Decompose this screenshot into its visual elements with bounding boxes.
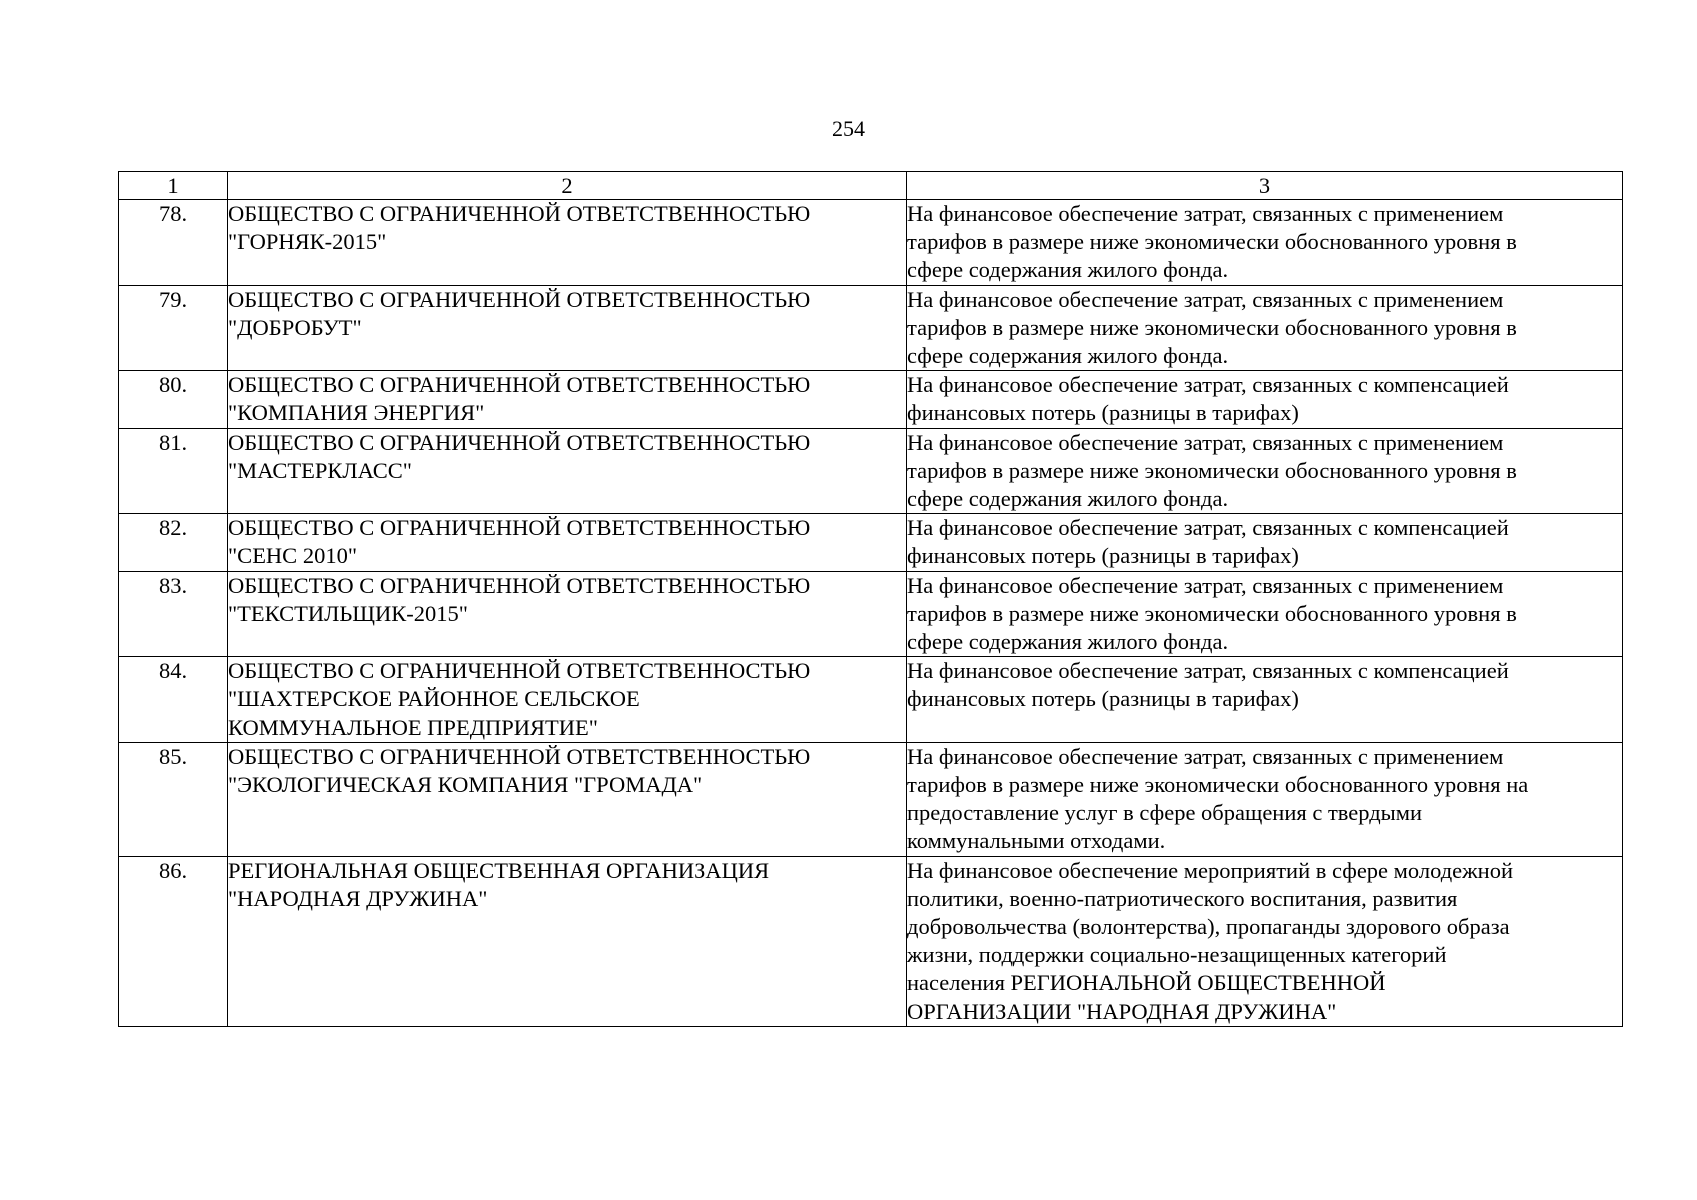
- row-number: 79.: [119, 285, 228, 371]
- purpose-description: [907, 200, 1623, 286]
- header-cell-1: 1: [119, 172, 228, 200]
- purpose-description-line: сфере содержания жилого фонда.: [907, 343, 1229, 369]
- organization-name: [228, 514, 907, 571]
- table-row: [119, 571, 1623, 657]
- purpose-description-line: финансовых потерь (разницы в тарифах): [907, 400, 1299, 426]
- purpose-description-line: сфере содержания жилого фонда.: [907, 629, 1229, 655]
- table-row: [119, 200, 1623, 286]
- table-row: [119, 514, 1623, 571]
- row-number: 78.: [119, 200, 228, 286]
- organization-name-line: ОБЩЕСТВО С ОГРАНИЧЕННОЙ ОТВЕТСТВЕННОСТЬЮ: [228, 286, 811, 312]
- table-header-row: [119, 172, 1623, 200]
- organization-name-line: "ЭКОЛОГИЧЕСКАЯ КОМПАНИЯ "ГРОМАДА": [228, 772, 703, 798]
- organization-name-line: "СЕНС 2010": [228, 543, 358, 569]
- purpose-description-line: На финансовое обеспечение затрат, связанных с компенсацией: [907, 372, 1509, 398]
- purpose-description: [907, 856, 1623, 1026]
- purpose-description-line: ОРГАНИЗАЦИИ "НАРОДНАЯ ДРУЖИНА": [907, 998, 1337, 1024]
- organization-name-line: ОБЩЕСТВО С ОГРАНИЧЕННОЙ ОТВЕТСТВЕННОСТЬЮ: [228, 743, 811, 769]
- row-number: 80.: [119, 371, 228, 428]
- row-number: 83.: [119, 571, 228, 657]
- organization-name-line: "ШАХТЕРСКОЕ РАЙОННОЕ СЕЛЬСКОЕ: [228, 686, 640, 712]
- purpose-description-line: жизни, поддержки социально-незащищенных категорий: [907, 942, 1447, 968]
- purpose-description-line: финансовых потерь (разницы в тарифах): [907, 686, 1299, 712]
- organization-name-line: ОБЩЕСТВО С ОГРАНИЧЕННОЙ ОТВЕТСТВЕННОСТЬЮ: [228, 572, 811, 598]
- header-cell-2: 2: [228, 172, 907, 200]
- row-number: 81.: [119, 428, 228, 514]
- purpose-description: [907, 657, 1623, 743]
- organization-name-line: "ГОРНЯК-2015": [228, 229, 387, 255]
- organization-name-line: "КОМПАНИЯ ЭНЕРГИЯ": [228, 400, 485, 426]
- organization-name-line: ОБЩЕСТВО С ОГРАНИЧЕННОЙ ОТВЕТСТВЕННОСТЬЮ: [228, 429, 811, 455]
- organization-name: [228, 571, 907, 657]
- purpose-description-line: политики, военно-патриотического воспитания, развития: [907, 885, 1458, 911]
- purpose-description: [907, 571, 1623, 657]
- table-row: [119, 657, 1623, 743]
- purpose-description-line: тарифов в размере ниже экономически обоснованного уровня в: [907, 314, 1517, 340]
- table-row: [119, 371, 1623, 428]
- purpose-description: [907, 428, 1623, 514]
- table-row: [119, 856, 1623, 1026]
- purpose-description: [907, 514, 1623, 571]
- table-body: [119, 172, 1623, 1027]
- purpose-description-line: тарифов в размере ниже экономически обоснованного уровня на: [907, 772, 1529, 798]
- purpose-description-line: На финансовое обеспечение затрат, связанных с применением: [907, 201, 1504, 226]
- purpose-description-line: На финансовое обеспечение затрат, связанных с компенсацией: [907, 658, 1509, 684]
- purpose-description-line: тарифов в размере ниже экономически обоснованного уровня в: [907, 600, 1517, 626]
- table-row: [119, 285, 1623, 371]
- purpose-description-line: На финансовое обеспечение затрат, связанных с применением: [907, 743, 1504, 769]
- purpose-description-line: населения РЕГИОНАЛЬНОЙ ОБЩЕСТВЕННОЙ: [907, 970, 1386, 996]
- organization-name-line: ОБЩЕСТВО С ОГРАНИЧЕННОЙ ОТВЕТСТВЕННОСТЬЮ: [228, 372, 811, 398]
- organization-name: [228, 285, 907, 371]
- organization-name: [228, 742, 907, 856]
- organization-name-line: РЕГИОНАЛЬНАЯ ОБЩЕСТВЕННАЯ ОРГАНИЗАЦИЯ: [228, 857, 770, 883]
- purpose-description-line: На финансовое обеспечение затрат, связанных с применением: [907, 572, 1504, 598]
- organization-name-line: "ДОБРОБУТ": [228, 314, 362, 340]
- purpose-description-line: На финансовое обеспечение затрат, связанных с применением: [907, 429, 1504, 455]
- organization-name: [228, 200, 907, 286]
- row-number: 86.: [119, 856, 228, 1026]
- row-number: 84.: [119, 657, 228, 743]
- organization-name-line: "НАРОДНАЯ ДРУЖИНА": [228, 885, 488, 911]
- purpose-description-line: предоставление услуг в сфере обращения с твердыми: [907, 800, 1423, 826]
- table-row: [119, 428, 1623, 514]
- purpose-description-line: тарифов в размере ниже экономически обоснованного уровня в: [907, 457, 1517, 483]
- purpose-description: [907, 371, 1623, 428]
- purpose-description-line: коммунальными отходами.: [907, 828, 1166, 854]
- document-table: [118, 171, 1623, 1027]
- table-row: [119, 742, 1623, 856]
- organization-name-line: "ТЕКСТИЛЬЩИК-2015": [228, 600, 468, 626]
- organization-name-line: ОБЩЕСТВО С ОГРАНИЧЕННОЙ ОТВЕТСТВЕННОСТЬЮ: [228, 658, 811, 684]
- organization-name-line: КОММУНАЛЬНОЕ ПРЕДПРИЯТИЕ": [228, 714, 598, 740]
- purpose-description-line: тарифов в размере ниже экономически обоснованного уровня в: [907, 229, 1517, 255]
- organization-name-line: ОБЩЕСТВО С ОГРАНИЧЕННОЙ ОТВЕТСТВЕННОСТЬЮ: [228, 515, 811, 541]
- organization-name: [228, 371, 907, 428]
- organization-name-line: "МАСТЕРКЛАСС": [228, 457, 412, 483]
- purpose-description-line: На финансовое обеспечение затрат, связанных с компенсацией: [907, 515, 1509, 541]
- purpose-description-line: добровольчества (волонтерства), пропаганды здорового образа: [907, 914, 1510, 940]
- purpose-description-line: На финансовое обеспечение затрат, связанных с применением: [907, 286, 1504, 312]
- purpose-description: [907, 742, 1623, 856]
- purpose-description: [907, 285, 1623, 371]
- purpose-description-line: сфере содержания жилого фонда.: [907, 486, 1229, 512]
- purpose-description-line: сфере содержания жилого фонда.: [907, 257, 1229, 283]
- row-number: 85.: [119, 742, 228, 856]
- row-number: 82.: [119, 514, 228, 571]
- organization-name: [228, 428, 907, 514]
- purpose-description-line: финансовых потерь (разницы в тарифах): [907, 543, 1299, 569]
- organization-name: [228, 856, 907, 1026]
- organization-name-line: ОБЩЕСТВО С ОГРАНИЧЕННОЙ ОТВЕТСТВЕННОСТЬЮ: [228, 201, 811, 226]
- page-number: 254: [832, 116, 865, 141]
- purpose-description-line: На финансовое обеспечение мероприятий в сфере молодежной: [907, 857, 1514, 883]
- header-cell-3: 3: [907, 172, 1623, 200]
- organization-name: [228, 657, 907, 743]
